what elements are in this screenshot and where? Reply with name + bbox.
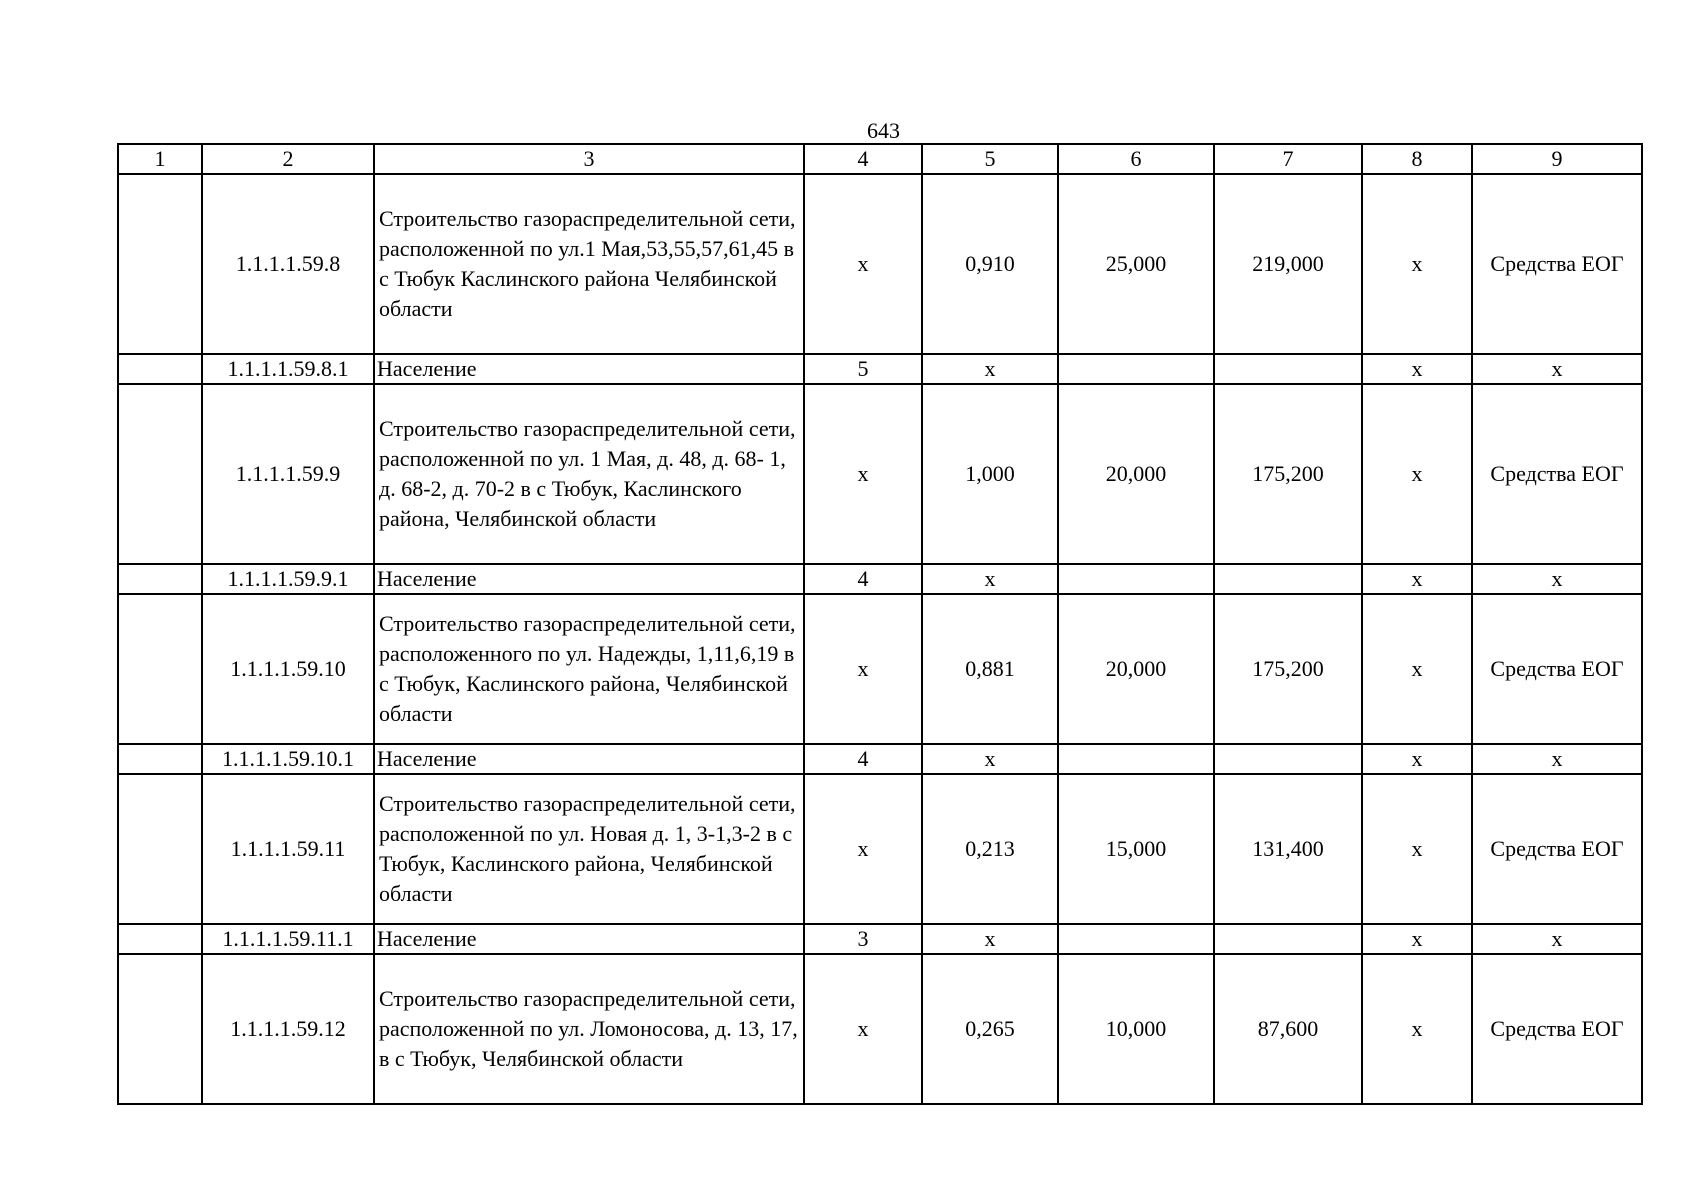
table-row xyxy=(118,774,1642,924)
code-cell: 1.1.1.1.59.8.1 xyxy=(202,354,374,384)
col7-cell xyxy=(1214,924,1362,954)
funding-source-cell: х xyxy=(1472,924,1642,954)
column-header: 6 xyxy=(1058,144,1214,174)
col7-cell: 175,200 xyxy=(1214,594,1362,744)
col4-cell: 4 xyxy=(804,564,922,594)
code-cell: 1.1.1.1.59.10 xyxy=(202,594,374,744)
code-cell: 1.1.1.1.59.8 xyxy=(202,174,374,354)
description-cell: Население xyxy=(374,924,804,954)
col8-cell: х xyxy=(1362,924,1472,954)
funding-source-cell: Средства ЕОГ xyxy=(1472,954,1642,1104)
col4-cell: х xyxy=(804,384,922,564)
col6-cell: 25,000 xyxy=(1058,174,1214,354)
col8-cell: х xyxy=(1362,744,1472,774)
col6-cell: 20,000 xyxy=(1058,594,1214,744)
col4-cell: х xyxy=(804,954,922,1104)
col5-cell: 0,910 xyxy=(922,174,1058,354)
table-sub-row xyxy=(118,744,1642,774)
description-cell: Население xyxy=(374,744,804,774)
col6-cell xyxy=(1058,564,1214,594)
col5-cell: х xyxy=(922,924,1058,954)
col5-cell: 0,881 xyxy=(922,594,1058,744)
col5-cell: 1,000 xyxy=(922,384,1058,564)
row-number-cell xyxy=(118,924,202,954)
col8-cell: х xyxy=(1362,564,1472,594)
column-header: 5 xyxy=(922,144,1058,174)
col8-cell: х xyxy=(1362,954,1472,1104)
col5-cell: 0,213 xyxy=(922,774,1058,924)
description-cell: Население xyxy=(374,354,804,384)
col6-cell xyxy=(1058,354,1214,384)
row-number-cell xyxy=(118,174,202,354)
table-sub-row xyxy=(118,564,1642,594)
row-number-cell xyxy=(118,774,202,924)
col7-cell: 131,400 xyxy=(1214,774,1362,924)
code-cell: 1.1.1.1.59.11.1 xyxy=(202,924,374,954)
col5-cell: 0,265 xyxy=(922,954,1058,1104)
table-row xyxy=(118,594,1642,744)
table-sub-row xyxy=(118,354,1642,384)
col7-cell xyxy=(1214,564,1362,594)
col4-cell: 5 xyxy=(804,354,922,384)
col8-cell: х xyxy=(1362,384,1472,564)
description-cell: Строительство газораспределительной сети, расположенной по ул.1 Мая,53,55,57,61,45 в с Тюбук Каслинского района Челябинской области xyxy=(374,174,804,354)
funding-source-cell: Средства ЕОГ xyxy=(1472,384,1642,564)
funding-source-cell: х xyxy=(1472,564,1642,594)
header-row xyxy=(118,144,1642,174)
code-cell: 1.1.1.1.59.9 xyxy=(202,384,374,564)
description-cell: Строительство газораспределительной сети, расположенной по ул. Новая д. 1, 3-1,3-2 в с Тюбук, Каслинского района, Челябинской области xyxy=(374,774,804,924)
col6-cell: 15,000 xyxy=(1058,774,1214,924)
col5-cell: х xyxy=(922,744,1058,774)
code-cell: 1.1.1.1.59.11 xyxy=(202,774,374,924)
column-header: 8 xyxy=(1362,144,1472,174)
description-cell: Строительство газораспределительной сети, расположенной по ул. Ломоносова, д. 13, 17, в с Тюбук, Челябинской области xyxy=(374,954,804,1104)
table-row xyxy=(118,954,1642,1104)
col7-cell xyxy=(1214,354,1362,384)
description-cell: Строительство газораспределительной сети, расположенного по ул. Надежды, 1,11,6,19 в с Тюбук, Каслинского района, Челябинской области xyxy=(374,594,804,744)
col8-cell: х xyxy=(1362,774,1472,924)
col8-cell: х xyxy=(1362,174,1472,354)
column-header: 1 xyxy=(118,144,202,174)
col4-cell: 3 xyxy=(804,924,922,954)
col7-cell: 175,200 xyxy=(1214,384,1362,564)
funding-source-cell: Средства ЕОГ xyxy=(1472,174,1642,354)
col8-cell: х xyxy=(1362,354,1472,384)
col7-cell: 87,600 xyxy=(1214,954,1362,1104)
funding-source-cell: х xyxy=(1472,354,1642,384)
data-table xyxy=(117,143,1643,1105)
funding-source-cell: Средства ЕОГ xyxy=(1472,594,1642,744)
row-number-cell xyxy=(118,594,202,744)
code-cell: 1.1.1.1.59.12 xyxy=(202,954,374,1104)
row-number-cell xyxy=(118,954,202,1104)
column-header: 3 xyxy=(374,144,804,174)
column-header: 4 xyxy=(804,144,922,174)
code-cell: 1.1.1.1.59.10.1 xyxy=(202,744,374,774)
row-number-cell xyxy=(118,564,202,594)
column-header: 7 xyxy=(1214,144,1362,174)
description-cell: Население xyxy=(374,564,804,594)
code-cell: 1.1.1.1.59.9.1 xyxy=(202,564,374,594)
funding-source-cell: Средства ЕОГ xyxy=(1472,774,1642,924)
table-sub-row xyxy=(118,924,1642,954)
col6-cell: 10,000 xyxy=(1058,954,1214,1104)
col5-cell: х xyxy=(922,564,1058,594)
col4-cell: х xyxy=(804,594,922,744)
col4-cell: 4 xyxy=(804,744,922,774)
page-number: 643 xyxy=(867,118,900,143)
col6-cell: 20,000 xyxy=(1058,384,1214,564)
row-number-cell xyxy=(118,354,202,384)
row-number-cell xyxy=(118,744,202,774)
col6-cell xyxy=(1058,924,1214,954)
table-row xyxy=(118,384,1642,564)
col4-cell: х xyxy=(804,174,922,354)
row-number-cell xyxy=(118,384,202,564)
column-header: 2 xyxy=(202,144,374,174)
col4-cell: х xyxy=(804,774,922,924)
col6-cell xyxy=(1058,744,1214,774)
col7-cell xyxy=(1214,744,1362,774)
description-cell: Строительство газораспределительной сети, расположенной по ул. 1 Мая, д. 48, д. 68- 1, д. 68-2, д. 70-2 в с Тюбук, Каслинского района, Челябинской области xyxy=(374,384,804,564)
col8-cell: х xyxy=(1362,594,1472,744)
col7-cell: 219,000 xyxy=(1214,174,1362,354)
column-header: 9 xyxy=(1472,144,1642,174)
funding-source-cell: х xyxy=(1472,744,1642,774)
table-row xyxy=(118,174,1642,354)
col5-cell: х xyxy=(922,354,1058,384)
